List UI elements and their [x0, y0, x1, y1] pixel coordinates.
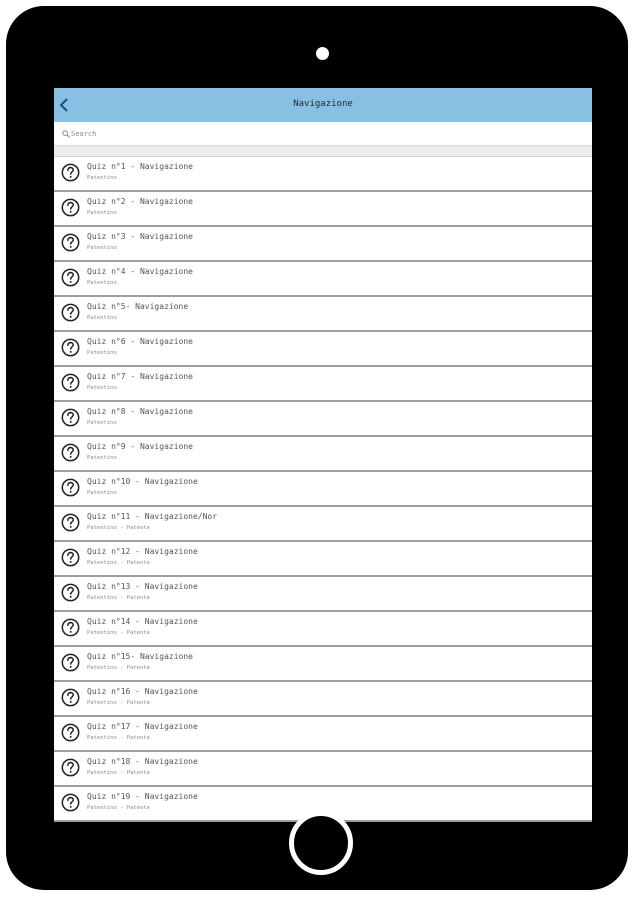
question-circle-icon [61, 618, 80, 637]
question-circle-icon [61, 513, 80, 532]
item-title: Quiz n°2 - Navigazione [87, 197, 193, 206]
question-circle-icon [61, 688, 80, 707]
item-subtitle: Patentino [87, 385, 117, 391]
section-divider [54, 146, 592, 157]
question-circle-icon [61, 548, 80, 567]
item-subtitle: Patentino - Patente [87, 560, 150, 566]
list-item[interactable] [54, 332, 592, 367]
item-subtitle: Patentino - Patente [87, 630, 150, 636]
question-circle-icon [61, 373, 80, 392]
list-item[interactable] [54, 682, 592, 717]
question-circle-icon [61, 723, 80, 742]
question-circle-icon [61, 408, 80, 427]
list-item[interactable] [54, 402, 592, 437]
item-title: Quiz n°18 - Navigazione [87, 757, 198, 766]
item-title: Quiz n°17 - Navigazione [87, 722, 198, 731]
item-subtitle: Patentino [87, 350, 117, 356]
question-circle-icon [61, 268, 80, 287]
item-subtitle: Patentino - Patente [87, 665, 150, 671]
list-item[interactable] [54, 472, 592, 507]
item-title: Quiz n°13 - Navigazione [87, 582, 198, 591]
item-subtitle: Patentino - Patente [87, 700, 150, 706]
list-item[interactable] [54, 542, 592, 577]
item-title: Quiz n°16 - Navigazione [87, 687, 198, 696]
tablet-frame [6, 6, 628, 890]
item-title: Quiz n°5- Navigazione [87, 302, 189, 311]
item-title: Quiz n°6 - Navigazione [87, 337, 193, 346]
item-subtitle: Patentino - Patente [87, 735, 150, 741]
item-title: Quiz n°11 - Navigazione/Nor [87, 512, 218, 521]
item-subtitle: Patentino [87, 455, 117, 461]
item-title: Quiz n°4 - Navigazione [87, 267, 193, 276]
question-circle-icon [61, 443, 80, 462]
question-circle-icon [61, 478, 80, 497]
item-subtitle: Patentino [87, 245, 117, 251]
search-input[interactable]: Search [71, 130, 97, 138]
item-title: Quiz n°7 - Navigazione [87, 372, 193, 381]
item-title: Quiz n°14 - Navigazione [87, 617, 198, 626]
item-title: Quiz n°3 - Navigazione [87, 232, 193, 241]
list-item[interactable] [54, 612, 592, 647]
list-item[interactable] [54, 752, 592, 787]
list-item[interactable] [54, 507, 592, 542]
question-circle-icon [61, 338, 80, 357]
list-item[interactable] [54, 437, 592, 472]
item-title: Quiz n°10 - Navigazione [87, 477, 198, 486]
question-circle-icon [61, 163, 80, 182]
search-icon [62, 130, 70, 138]
item-title: Quiz n°8 - Navigazione [87, 407, 193, 416]
list-item[interactable] [54, 367, 592, 402]
list-item[interactable] [54, 227, 592, 262]
home-button[interactable] [289, 811, 353, 875]
question-circle-icon [61, 198, 80, 217]
item-subtitle: Patentino - Patente [87, 805, 150, 811]
list-item[interactable] [54, 717, 592, 752]
item-title: Quiz n°9 - Navigazione [87, 442, 193, 451]
list-item[interactable] [54, 577, 592, 612]
item-subtitle: Patentino [87, 210, 117, 216]
list-item[interactable] [54, 262, 592, 297]
item-subtitle: Patentino - Patente [87, 525, 150, 531]
list-item[interactable] [54, 157, 592, 192]
quiz-list [54, 157, 592, 822]
question-circle-icon [61, 303, 80, 322]
list-item[interactable] [54, 647, 592, 682]
app-screen [54, 88, 592, 811]
item-subtitle: Patentino [87, 490, 117, 496]
page-title: Navigazione [293, 99, 353, 109]
item-title: Quiz n°15- Navigazione [87, 652, 193, 661]
question-circle-icon [61, 793, 80, 812]
item-title: Quiz n°19 - Navigazione [87, 792, 198, 801]
list-item[interactable] [54, 192, 592, 227]
item-subtitle: Patentino [87, 175, 117, 181]
item-subtitle: Patentino - Patente [87, 595, 150, 601]
item-title: Quiz n°12 - Navigazione [87, 547, 198, 556]
item-subtitle: Patentino [87, 420, 117, 426]
navigation-bar [54, 88, 592, 122]
search-bar[interactable] [54, 122, 592, 146]
item-subtitle: Patentino [87, 315, 117, 321]
item-title: Quiz n°1 - Navigazione [87, 162, 193, 171]
question-circle-icon [61, 758, 80, 777]
item-subtitle: Patentino - Patente [87, 770, 150, 776]
question-circle-icon [61, 653, 80, 672]
item-subtitle: Patentino [87, 280, 117, 286]
list-item[interactable] [54, 297, 592, 332]
question-circle-icon [61, 583, 80, 602]
camera-dot [316, 47, 329, 60]
question-circle-icon [61, 233, 80, 252]
